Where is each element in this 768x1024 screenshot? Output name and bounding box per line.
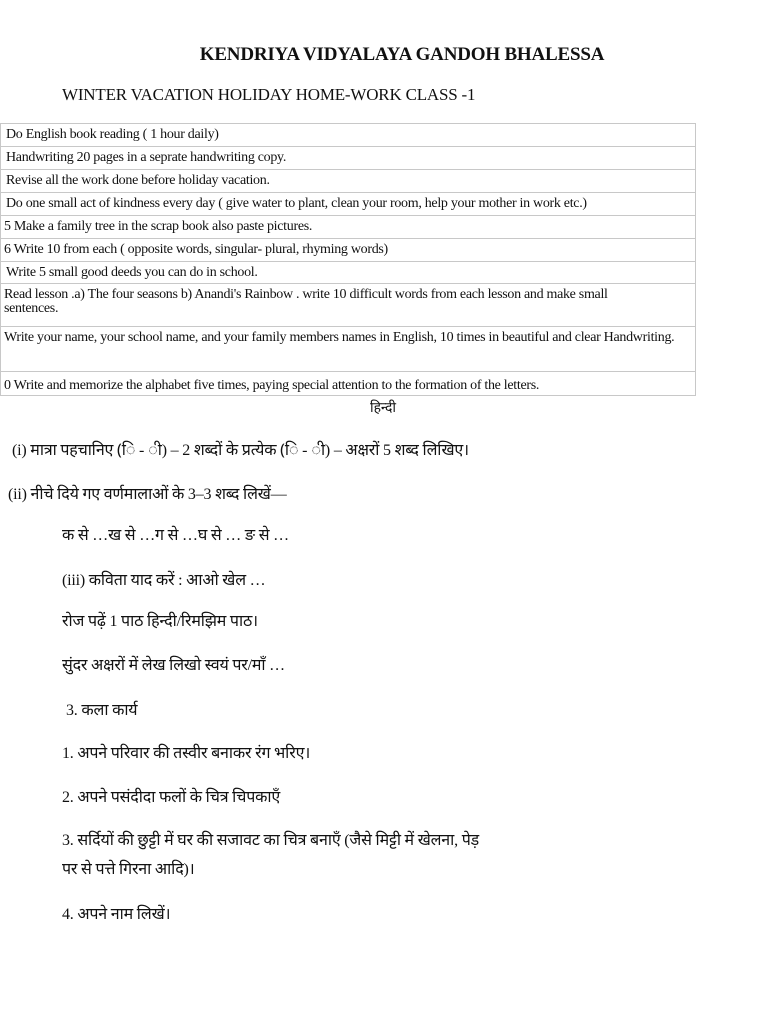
table-row (1, 239, 696, 262)
hindi-line-9: 2. अपने पसंदीदा फलों के चित्र चिपकाएँ (62, 789, 281, 806)
table-row (1, 216, 696, 239)
task-cell: 0 Write and memorize the alphabet five times, paying special attention to the formation of the letters. (1, 372, 696, 396)
task-cell: 5 Make a family tree in the scrap book also paste pictures. (1, 216, 696, 239)
hindi-line-1: (i) मात्रा पहचानिए (ि - ी) – 2 शब्दों के प्रत्येक (ि - ी) – अक्षरों 5 शब्द लिखिए। (12, 442, 469, 459)
task-cell: Write your name, your school name, and your family members names in English, 10 times in beautiful and clear Handwriting. (1, 327, 696, 372)
hindi-line-12: 4. अपने नाम लिखें। (62, 906, 171, 923)
hindi-line-11: पर से पत्ते गिरना आदि)। (62, 861, 195, 878)
hindi-line-3: क से …ख से …ग से …घ से … ङ से … (62, 527, 289, 544)
task-cell: Handwriting 20 pages in a seprate handwriting copy. (1, 147, 696, 170)
task-cell: Do English book reading ( 1 hour daily) (1, 124, 696, 147)
table-row (1, 124, 696, 147)
table-row (1, 170, 696, 193)
table-row (1, 372, 696, 396)
school-title: KENDRIYA VIDYALAYA GANDOH BHALESSA (199, 44, 605, 65)
hindi-line-2: (ii) नीचे दिये गए वर्णमालाओं के 3–3 शब्द लिखें— (8, 486, 287, 503)
table-row (1, 284, 696, 327)
hindi-line-5: रोज पढ़ें 1 पाठ हिन्दी/रिमझिम पाठ। (62, 613, 258, 630)
hindi-section-heading: हिन्दी (370, 401, 396, 416)
task-cell: Do one small act of kindness every day ( give water to plant, clean your room, help your mother in work etc.) (1, 193, 696, 216)
table-row (1, 147, 696, 170)
hindi-line-4: (iii) कविता याद करें : आओ खेल … (62, 572, 266, 589)
hindi-line-8: 1. अपने परिवार की तस्वीर बनाकर रंग भरिए। (62, 745, 311, 762)
task-cell: Revise all the work done before holiday vacation. (1, 170, 696, 193)
table-row (1, 193, 696, 216)
hindi-line-10: 3. सर्दियों की छुट्टी में घर की सजावट का चित्र बनाएँ (जैसे मिट्टी में खेलना, पेड़ (62, 832, 479, 849)
task-cell: Read lesson .a) The four seasons b) Anandi's Rainbow . write 10 difficult words from each lesson and make small sentences. (1, 284, 696, 327)
task-cell: Write 5 small good deeds you can do in school. (1, 262, 696, 284)
english-task-table (0, 123, 696, 396)
task-cell: 6 Write 10 from each ( opposite words, singular- plural, rhyming words) (1, 239, 696, 262)
homework-subtitle: WINTER VACATION HOLIDAY HOME-WORK CLASS -1 (62, 85, 476, 104)
table-row (1, 327, 696, 372)
table-row (1, 262, 696, 284)
hindi-line-7: 3. कला कार्य (66, 702, 138, 719)
hindi-line-6: सुंदर अक्षरों में लेख लिखो स्वयं पर/माँ … (62, 657, 285, 674)
